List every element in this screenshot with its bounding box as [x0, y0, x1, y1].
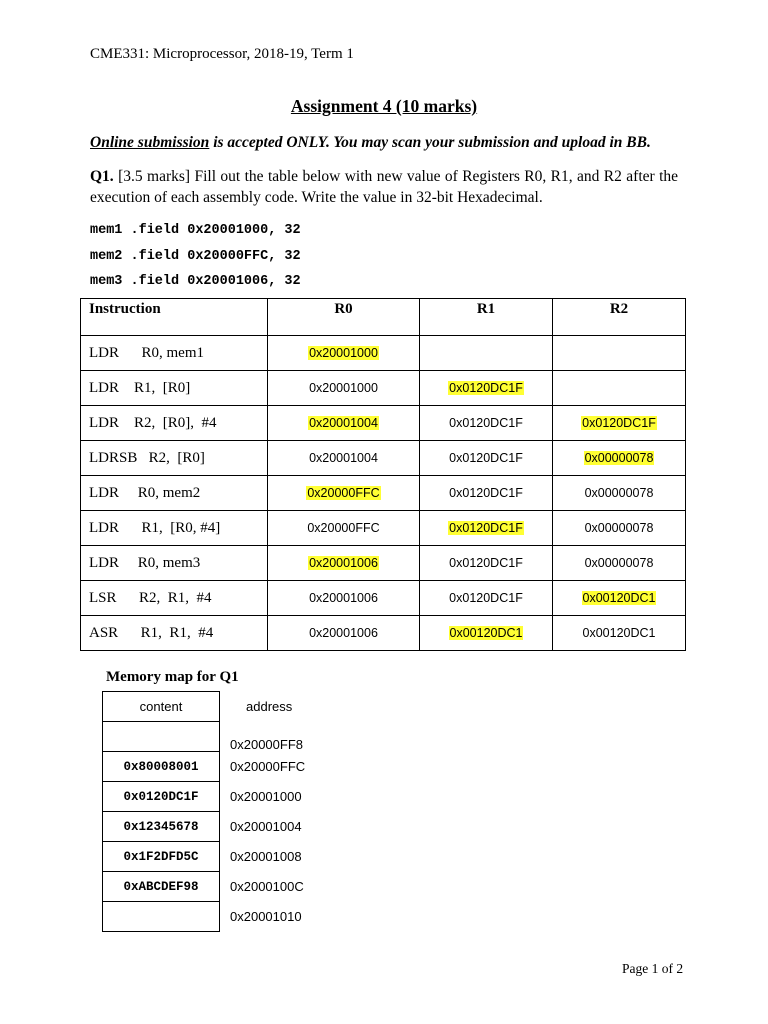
- content-header: content: [103, 692, 220, 722]
- instruction-cell: LDR R1, [R0, #4]: [81, 511, 268, 546]
- table-row: [81, 511, 686, 546]
- table-row: [81, 336, 686, 371]
- r2-value: 0x00000078: [584, 451, 654, 465]
- memory-content: [103, 722, 220, 752]
- memory-address: 0x20000FF8: [230, 736, 303, 752]
- memory-content: [103, 902, 220, 932]
- instruction-cell: LDR R0, mem2: [81, 476, 268, 511]
- r1-value: 0x0120DC1F: [449, 591, 523, 605]
- r2-cell: [553, 371, 686, 406]
- r2-value: 0x00120DC1: [582, 626, 656, 640]
- memory-row: [103, 812, 306, 842]
- instruction-cell: LDR R0, mem1: [81, 336, 268, 371]
- memory-row: [103, 842, 306, 872]
- r1-value: 0x0120DC1F: [449, 556, 523, 570]
- r1-value: 0x0120DC1F: [449, 486, 523, 500]
- memory-content: 0x12345678: [103, 812, 220, 842]
- r1-cell: [420, 371, 553, 406]
- r0-cell: [268, 476, 420, 511]
- r1-cell: [420, 511, 553, 546]
- header-r2: R2: [553, 299, 686, 336]
- r0-cell: [268, 581, 420, 616]
- address-header: address: [246, 699, 293, 714]
- r0-value: 0x20001004: [309, 416, 378, 430]
- question-text: [3.5 marks] Fill out the table below with new value of Registers R0, R1, and R2 after the execution of each assembly code. Write the value in 32-bit Hexadecimal.: [90, 168, 678, 206]
- code-line: mem2 .field 0x20000FFC, 32: [90, 249, 301, 264]
- table-row: [81, 371, 686, 406]
- memory-content: 0x80008001: [103, 752, 220, 782]
- table-header-row: [81, 299, 686, 336]
- r2-cell: [553, 616, 686, 651]
- r2-cell: [553, 336, 686, 371]
- memory-map-table: [102, 691, 306, 932]
- r2-cell: [553, 546, 686, 581]
- r2-value: 0x00000078: [584, 521, 654, 535]
- page-number: Page 1 of 2: [622, 961, 684, 976]
- memory-row: [103, 722, 306, 752]
- memory-content: 0xABCDEF98: [103, 872, 220, 902]
- r0-value: 0x20001006: [309, 626, 378, 640]
- table-row: [81, 546, 686, 581]
- notice-rest: is accepted ONLY. You may scan your submission and upload in BB.: [209, 134, 651, 151]
- memory-row: [103, 902, 306, 932]
- r1-cell: [420, 546, 553, 581]
- header-r0: R0: [268, 299, 420, 336]
- r1-value: 0x0120DC1F: [449, 416, 523, 430]
- r0-value: 0x20001004: [309, 451, 378, 465]
- memory-row: [103, 782, 306, 812]
- memory-map-title: Memory map for Q1: [106, 669, 239, 685]
- r0-cell: [268, 546, 420, 581]
- course-header: CME331: Microprocessor, 2018-19, Term 1: [90, 46, 354, 62]
- memory-address: 0x20001000: [230, 789, 302, 804]
- r0-value: 0x20000FFC: [307, 486, 380, 500]
- r0-value: 0x20001000: [309, 346, 378, 360]
- memory-address: 0x20001010: [230, 909, 302, 924]
- question-1: [90, 166, 678, 208]
- r2-cell: [553, 406, 686, 441]
- memory-address: 0x20001004: [230, 819, 302, 834]
- r2-cell: [553, 581, 686, 616]
- instruction-cell: LDR R0, mem3: [81, 546, 268, 581]
- instruction-cell: ASR R1, R1, #4: [81, 616, 268, 651]
- table-row: [81, 406, 686, 441]
- table-row: [81, 441, 686, 476]
- r1-cell: [420, 581, 553, 616]
- r1-cell: [420, 441, 553, 476]
- memory-address: 0x20000FFC: [230, 759, 306, 774]
- table-row: [81, 616, 686, 651]
- r0-cell: [268, 511, 420, 546]
- r1-value: 0x00120DC1: [449, 626, 523, 640]
- r2-cell: [553, 511, 686, 546]
- r2-value: 0x0120DC1F: [582, 416, 656, 430]
- r2-value: 0x00120DC1: [582, 591, 656, 605]
- memory-address: 0x2000100C: [230, 879, 304, 894]
- code-line: mem1 .field 0x20001000, 32: [90, 223, 301, 238]
- r0-cell: [268, 371, 420, 406]
- r0-value: 0x20001000: [309, 381, 378, 395]
- r1-cell: [420, 616, 553, 651]
- r0-cell: [268, 336, 420, 371]
- memory-content: 0x1F2DFD5C: [103, 842, 220, 872]
- table-row: [81, 581, 686, 616]
- register-table: [80, 298, 686, 651]
- r1-cell: [420, 476, 553, 511]
- memory-row: [103, 752, 306, 782]
- r0-value: 0x20001006: [309, 591, 378, 605]
- code-line: mem3 .field 0x20001006, 32: [90, 274, 301, 289]
- instruction-cell: LDR R1, [R0]: [81, 371, 268, 406]
- r1-cell: [420, 336, 553, 371]
- memory-address: 0x20001008: [230, 849, 302, 864]
- r0-cell: [268, 406, 420, 441]
- instruction-cell: LDR R2, [R0], #4: [81, 406, 268, 441]
- r2-cell: [553, 476, 686, 511]
- memory-map-header: [103, 692, 306, 722]
- r1-value: 0x0120DC1F: [449, 521, 523, 535]
- r2-value: 0x00000078: [584, 486, 654, 500]
- submission-notice: [90, 134, 651, 152]
- header-instruction: Instruction: [81, 299, 268, 336]
- r2-value: 0x00000078: [584, 556, 654, 570]
- instruction-cell: LSR R2, R1, #4: [81, 581, 268, 616]
- r1-value: 0x0120DC1F: [449, 381, 523, 395]
- memory-content: 0x0120DC1F: [103, 782, 220, 812]
- header-r1: R1: [420, 299, 553, 336]
- notice-underlined: Online submission: [90, 134, 210, 151]
- instruction-cell: LDRSB R2, [R0]: [81, 441, 268, 476]
- r1-value: 0x0120DC1F: [449, 451, 523, 465]
- memory-row: [103, 872, 306, 902]
- r1-cell: [420, 406, 553, 441]
- r0-value: 0x20001006: [309, 556, 378, 570]
- table-row: [81, 476, 686, 511]
- assignment-title: Assignment 4 (10 marks): [290, 96, 478, 116]
- r2-cell: [553, 441, 686, 476]
- question-label: Q1.: [90, 168, 114, 185]
- r0-cell: [268, 616, 420, 651]
- r0-value: 0x20000FFC: [307, 521, 380, 535]
- r0-cell: [268, 441, 420, 476]
